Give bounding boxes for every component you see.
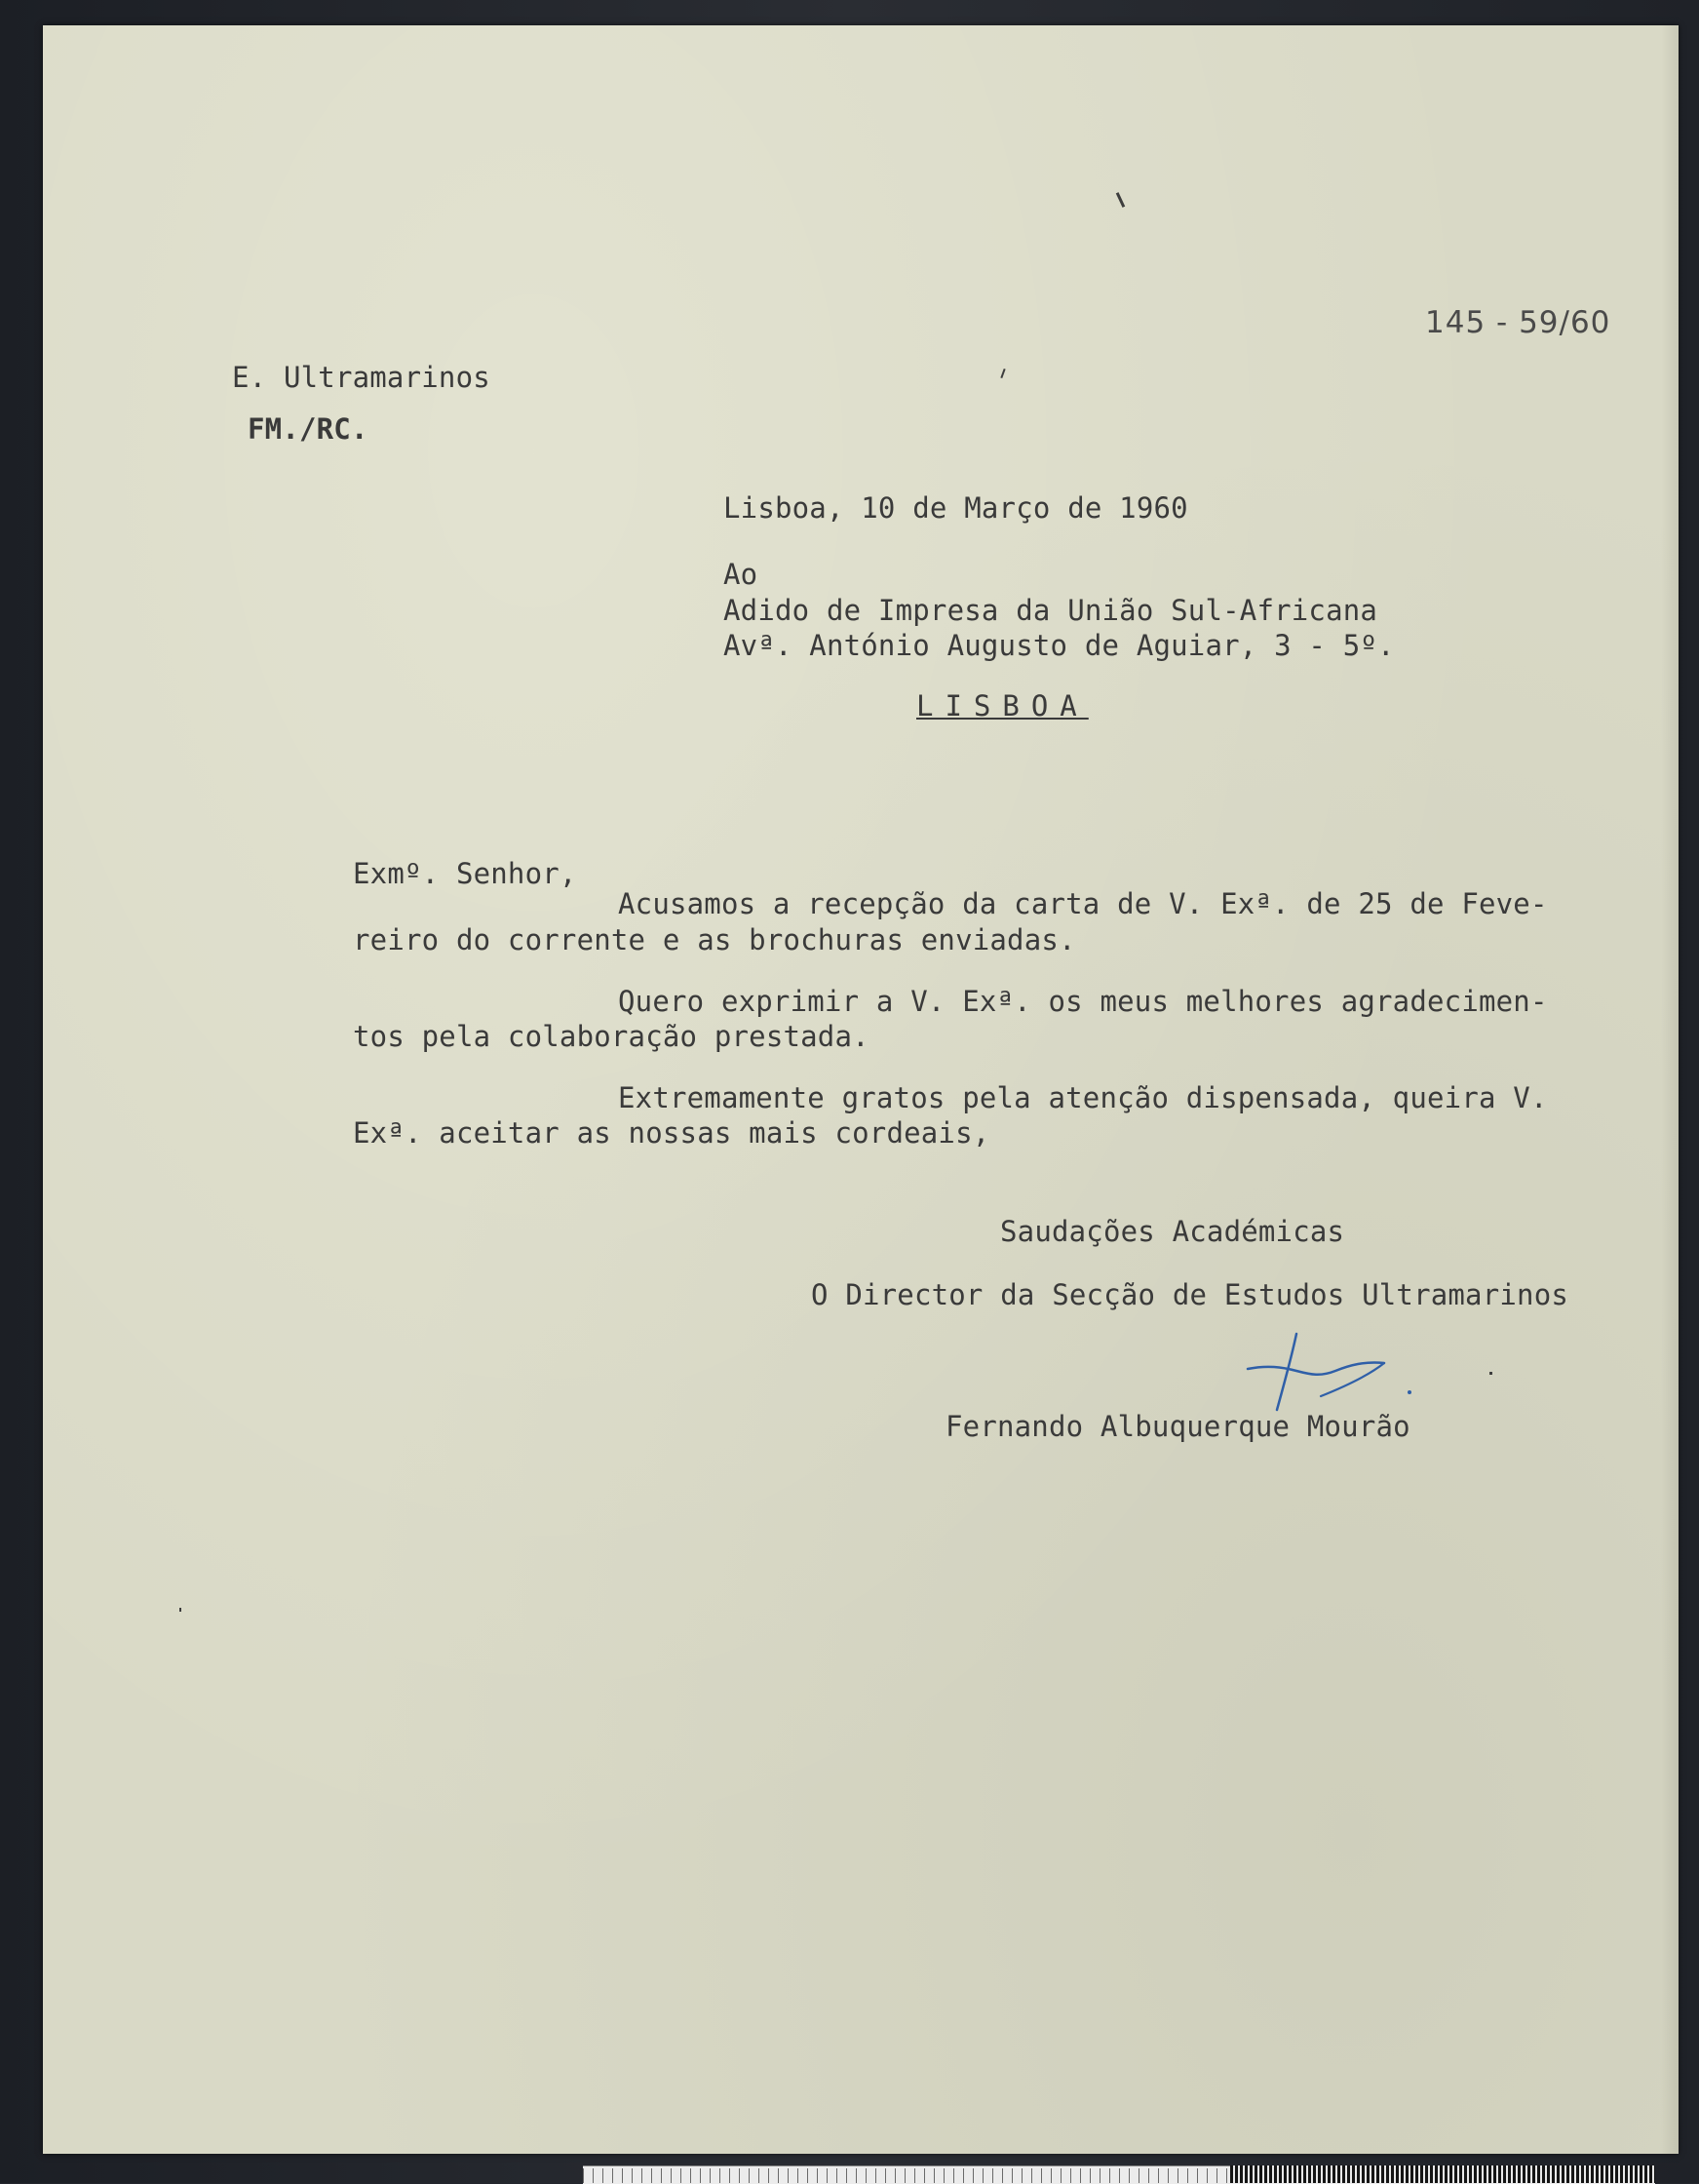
recipient-address: Avª. António Augusto de Aguiar, 3 - 5º.: [723, 629, 1395, 662]
body-line-2: reiro do corrente e as brochuras enviadas.: [353, 923, 1076, 956]
sender-department: E. Ultramarinos: [232, 361, 490, 394]
paper-mark: [1489, 1372, 1492, 1375]
body-line-5: Extremamente gratos pela atenção dispensada, queira V.: [618, 1081, 1548, 1114]
recipient-prefix: Ao: [723, 558, 758, 591]
body-line-4: tos pela colaboração prestada.: [353, 1020, 869, 1053]
place-date: Lisboa, 10 de Março de 1960: [723, 491, 1188, 525]
scan-ruler-ticks: [583, 2168, 1230, 2183]
body-line-3: Quero exprimir a V. Exª. os meus melhores agradecimen-: [618, 985, 1548, 1018]
recipient-name: Adido de Impresa da União Sul-Africana: [723, 594, 1378, 627]
body-line-1: Acusamos a recepção da carta de V. Exª. de 25 de Feve-: [618, 887, 1548, 920]
salutation: Exmº. Senhor,: [353, 857, 577, 890]
signatory-title: O Director da Secção de Estudos Ultramarinos: [811, 1278, 1569, 1311]
reference-number: 145 - 59/60: [1425, 305, 1611, 340]
signatory-name: Fernando Albuquerque Mourão: [946, 1410, 1410, 1443]
scan-ruler-scale: [1230, 2165, 1655, 2183]
closing: Saudações Académicas: [1000, 1215, 1345, 1248]
recipient-city: LISBOA: [916, 689, 1089, 722]
paper-mark: [179, 1608, 181, 1612]
handwritten-signature: [1238, 1328, 1413, 1416]
page-edge-shadow: [1661, 25, 1679, 2154]
typist-initials: FM./RC.: [248, 412, 368, 446]
body-line-6: Exª. aceitar as nossas mais cordeais,: [353, 1116, 990, 1150]
